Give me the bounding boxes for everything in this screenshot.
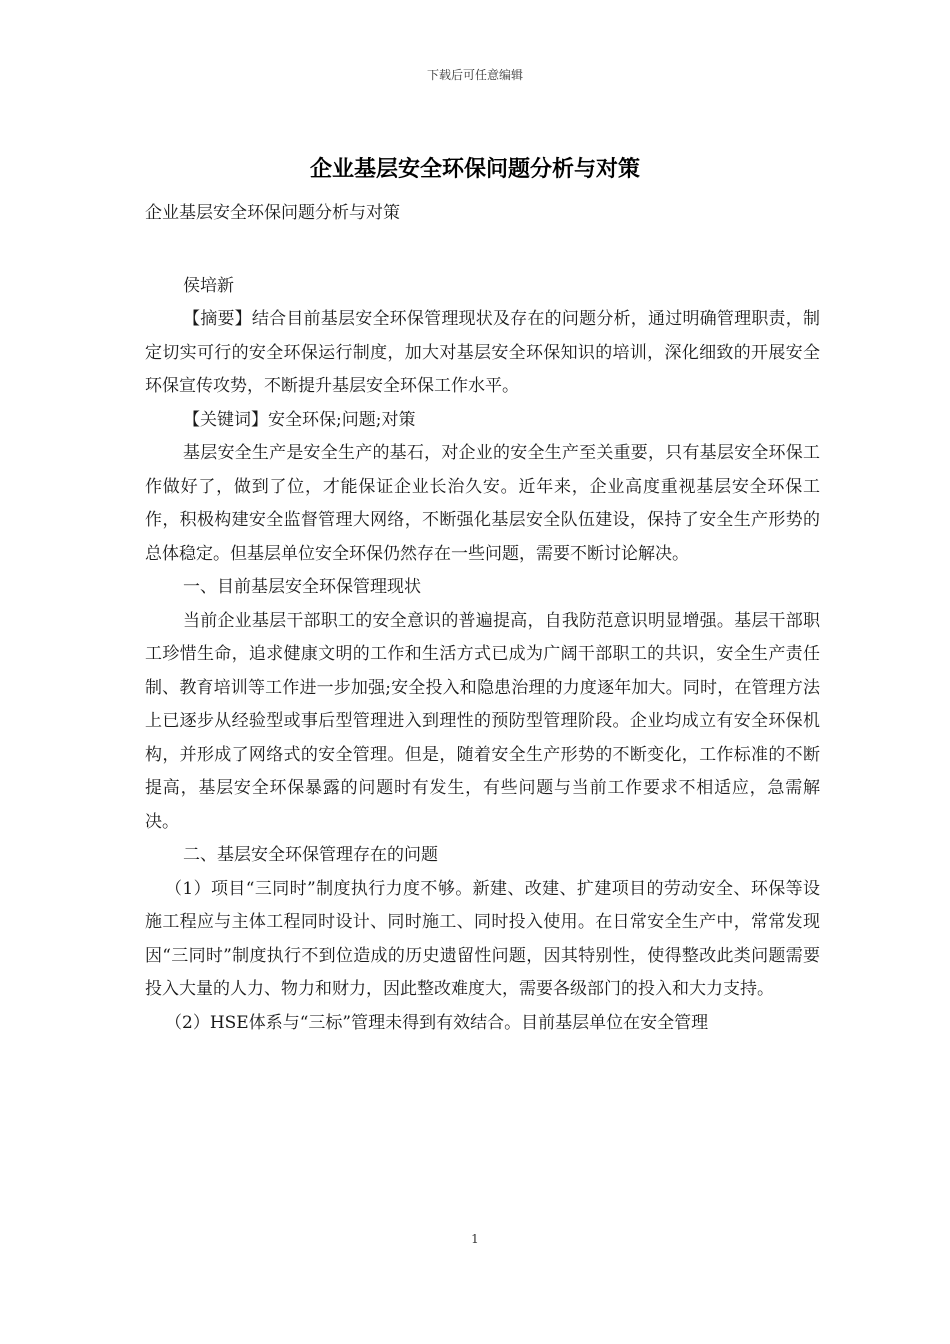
- header-note: 下载后可任意编辑: [426, 68, 523, 82]
- abstract-paragraph: 【摘要】结合目前基层安全环保管理现状及存在的问题分析，通过明确管理职责，制定切实可行的安全环保运行制度，加大对基层安全环保知识的培训，深化细致的开展安全环保宣传攻势，不断提升基层安全环保工作水平。: [145, 309, 820, 396]
- section1-paragraph: 当前企业基层干部职工的安全意识的普遍提高，自我防范意识明显增强。基层干部职工珍惜生命，追求健康文明的工作和生活方式已成为广阔干部职工的共识，安全生产责任制、教育培训等工作进一步加强;安全投入和隐患治理的力度逐年加大。同时，在管理方法上已逐步从经验型或事后型管理进入到理性的预防型管理阶段。企业均成立有安全环保机构，并形成了网络式的安全管理。但是，随着安全生产形势的不断变化，工作标准的不断提高，基层安全环保暴露的问题时有发生，有些问题与当前工作要求不相适应，急需解决。: [145, 610, 820, 832]
- page-number: 1: [471, 1232, 479, 1246]
- intro-paragraph: 基层安全生产是安全生产的基石，对企业的安全生产至关重要，只有基层安全环保工作做好了，做到了位，才能保证企业长治久安。近年来，企业高度重视基层安全环保工作，积极构建安全监督管理大网络，不断强化基层安全队伍建设，保持了安全生产形势的总体稳定。但基层单位安全环保仍然存在一些问题，需要不断讨论解决。: [145, 443, 820, 564]
- item1-paragraph: （1）项目“三同时”制度执行力度不够。新建、改建、扩建项目的劳动安全、环保等设施工程应与主体工程同时设计、同时施工、同时投入使用。在日常安全生产中，常常发现因“三同时”制度执行不到位造成的历史遗留性问题，因其特别性，使得整改此类问题需要投入大量的人力、物力和财力，因此整改难度大，需要各级部门的投入和大力支持。: [145, 878, 820, 999]
- document-title: 企业基层安全环保问题分析与对策: [309, 156, 640, 182]
- section1-heading: 一、目前基层安全环保管理现状: [183, 577, 421, 597]
- item2-paragraph: （2）HSE体系与“三标”管理未得到有效结合。目前基层单位在安全管理: [165, 1012, 709, 1033]
- section2-heading: 二、基层安全环保管理存在的问题: [183, 845, 438, 865]
- author: 侯培新: [183, 275, 234, 296]
- document-body: [145, 197, 820, 1040]
- spacer: [145, 231, 820, 270]
- keywords-paragraph: 【关键词】安全环保;问题;对策: [183, 409, 416, 430]
- subtitle: 企业基层安全环保问题分析与对策: [145, 203, 400, 223]
